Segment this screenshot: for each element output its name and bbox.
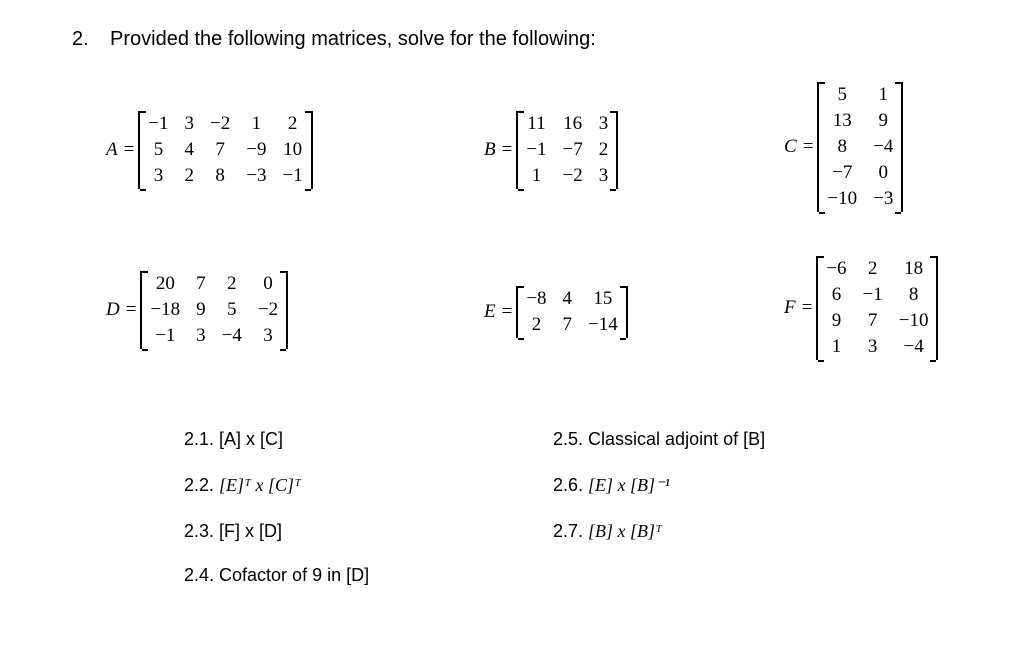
matrix-cell: 5 [227, 299, 237, 320]
matrix-cell: 2 [184, 165, 195, 186]
matrix-cell: 1 [531, 165, 542, 186]
matrix-cell: 18 [904, 258, 924, 279]
matrix-cell: −2 [562, 165, 583, 186]
matrix-cell: 1 [878, 84, 888, 105]
question-2-2-expression: [E]ᵀ x [C]ᵀ [219, 475, 301, 495]
matrix-cell: 0 [878, 162, 888, 183]
matrix-cell: −9 [246, 139, 267, 160]
equals-sign: = [123, 139, 135, 160]
matrix-cell: 3 [263, 325, 273, 346]
matrix-d [106, 271, 288, 349]
matrix-cell: 16 [563, 113, 583, 134]
matrix-cell: −2 [210, 113, 231, 134]
matrix-f [784, 256, 938, 360]
matrix-e-name: E [484, 301, 496, 322]
matrix-c-name: C [784, 136, 797, 157]
matrix-cell: 7 [867, 310, 878, 331]
question-2-2-number: 2.2. [184, 475, 215, 495]
matrix-cell: 3 [598, 113, 609, 134]
matrix-cell: 8 [215, 165, 225, 186]
matrix-cell: 4 [184, 139, 195, 160]
matrix-cell: −7 [562, 139, 583, 160]
question-2-6-expression: [E] x [B]⁻¹ [588, 475, 670, 495]
question-2-2 [184, 475, 301, 496]
matrix-cell: 8 [837, 136, 848, 157]
matrix-cell: 5 [837, 84, 848, 105]
matrix-f-name: F [784, 297, 796, 318]
matrix-d-grid [140, 271, 288, 349]
question-2-1: 2.1. [A] x [C] [184, 429, 284, 449]
matrix-a-grid [138, 111, 312, 189]
question-2-6-number: 2.6. [553, 475, 584, 495]
matrix-cell: 3 [867, 336, 878, 357]
matrix-cell: −14 [588, 314, 618, 335]
matrix-cell: 2 [227, 273, 237, 294]
matrix-d-name: D [106, 299, 120, 320]
matrix-cell: 8 [908, 284, 919, 305]
matrix-cell: −1 [282, 165, 303, 186]
matrix-cell: −4 [903, 336, 924, 357]
matrix-cell: 2 [598, 139, 609, 160]
matrix-cell: 7 [215, 139, 225, 160]
matrix-cell: −8 [526, 288, 547, 309]
matrix-cell: −1 [862, 284, 883, 305]
matrix-cell: 3 [598, 165, 609, 186]
matrix-cell: 3 [196, 325, 206, 346]
matrix-cell: 6 [831, 284, 842, 305]
question-2-3: 2.3. [F] x [D] [184, 521, 283, 541]
question-2-7-expression: [B] x [B]ᵀ [588, 521, 662, 541]
equals-sign: = [501, 301, 513, 322]
equals-sign: = [501, 139, 513, 160]
matrix-cell: −4 [221, 325, 242, 346]
question-2-7 [553, 521, 662, 542]
matrix-cell: 1 [831, 336, 842, 357]
matrix-cell: 13 [832, 110, 852, 131]
matrix-a-name: A [106, 139, 118, 160]
matrix-cell: 9 [831, 310, 842, 331]
matrix-a [106, 111, 313, 189]
matrix-b [484, 111, 618, 189]
matrix-cell: 20 [155, 273, 175, 294]
matrix-cell: 10 [283, 139, 303, 160]
equals-sign: = [125, 299, 137, 320]
matrix-b-grid [516, 111, 618, 189]
matrix-cell: 3 [153, 165, 164, 186]
matrix-cell: −1 [148, 113, 169, 134]
question-2-5: 2.5. Classical adjoint of [B] [553, 429, 766, 449]
matrix-cell: 0 [263, 273, 273, 294]
matrix-cell: −2 [257, 299, 279, 320]
matrix-e-grid [516, 286, 627, 338]
matrix-cell: 11 [527, 113, 546, 134]
matrix-cell: −3 [873, 188, 894, 209]
matrix-cell: −10 [827, 188, 858, 209]
matrix-cell: 2 [531, 314, 542, 335]
matrix-cell: −1 [526, 139, 547, 160]
matrix-cell: 5 [153, 139, 164, 160]
question-2-4: 2.4. Cofactor of 9 in [D] [184, 565, 370, 585]
matrix-cell: 9 [196, 299, 206, 320]
problem-text: Provided the following matrices, solve for the following: [110, 28, 596, 50]
matrix-cell: 9 [878, 110, 888, 131]
matrix-cell: 7 [196, 273, 206, 294]
matrix-cell: −6 [826, 258, 847, 279]
matrix-cell: −1 [155, 325, 176, 346]
matrix-cell: −3 [246, 165, 267, 186]
equals-sign: = [802, 136, 814, 157]
matrix-e [484, 286, 628, 338]
matrix-cell: 15 [593, 288, 613, 309]
problem-number: 2. [72, 28, 89, 50]
question-2-7-number: 2.7. [553, 521, 584, 541]
problem-heading [72, 28, 596, 51]
matrix-cell: 2 [867, 258, 878, 279]
matrix-cell: −4 [873, 136, 894, 157]
matrix-cell: 2 [287, 113, 298, 134]
matrix-c-grid [817, 82, 903, 212]
matrix-b-name: B [484, 139, 496, 160]
matrix-f-grid [816, 256, 938, 360]
question-2-6 [553, 475, 670, 496]
matrix-cell: 7 [562, 314, 573, 335]
equals-sign: = [801, 297, 813, 318]
matrix-c [784, 82, 903, 212]
matrix-cell: 4 [562, 288, 573, 309]
matrix-cell: 3 [184, 113, 195, 134]
matrix-cell: −18 [150, 299, 181, 320]
matrix-cell: 1 [251, 113, 262, 134]
matrix-cell: −10 [898, 310, 929, 331]
matrix-cell: −7 [832, 162, 853, 183]
